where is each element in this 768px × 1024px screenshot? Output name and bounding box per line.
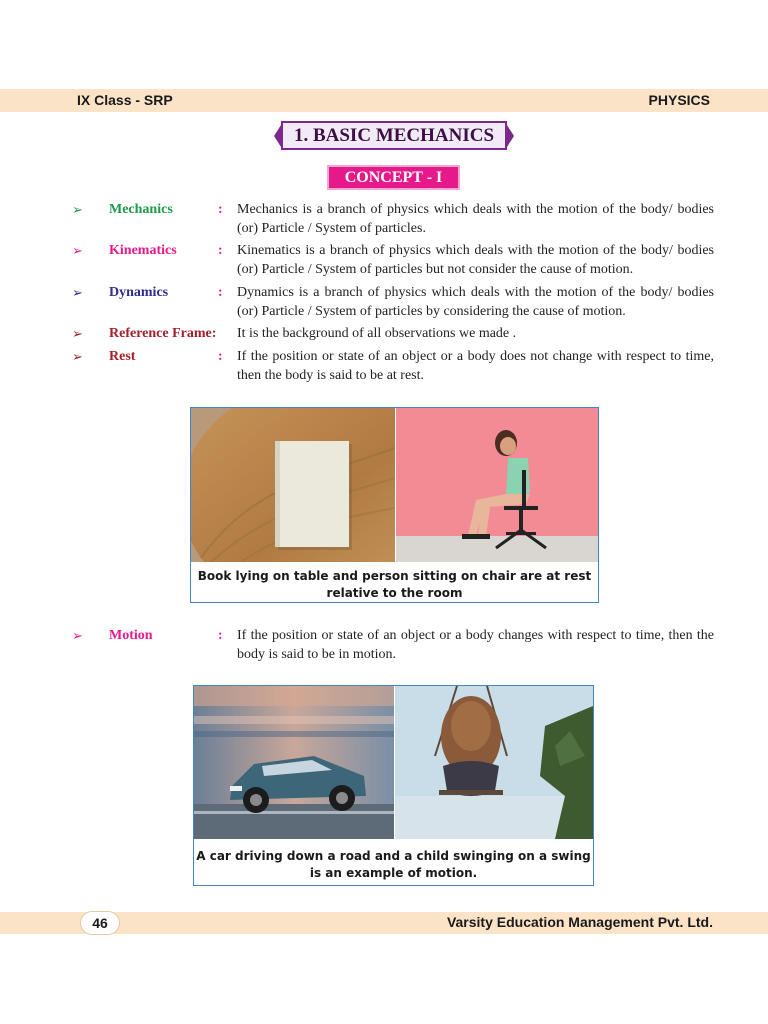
term-label: Reference Frame: — [109, 326, 217, 341]
chapter-title: 1. BASIC MECHANICS — [281, 121, 507, 150]
subject-label: PHYSICS — [648, 92, 710, 108]
caption-line: relative to the room — [326, 586, 463, 600]
person-on-chair-image — [396, 408, 598, 562]
arrow-bullet-icon: ➢ — [72, 202, 83, 217]
figure-motion — [193, 685, 594, 886]
definition-text: If the position or state of an object or a body does not change with respect to time, then the body is said to be at rest. — [237, 349, 714, 383]
footer-band — [0, 912, 768, 934]
caption-line: A car driving down a road and a child swinging on a swing — [196, 849, 591, 863]
definition-text: If the position or state of an object or a body changes with respect to time, then the body is said to be in motion. — [237, 628, 714, 662]
concept-badge: CONCEPT - I — [327, 165, 460, 190]
colon: : — [218, 243, 223, 258]
arrow-bullet-icon: ➢ — [72, 243, 83, 258]
definition-text: Kinematics is a branch of physics which deals with the motion of the body/ bodies (or) Particle / System of particles but not consider the cause of motion. — [237, 243, 714, 277]
definition-text: Mechanics is a branch of physics which deals with the motion of the body/ bodies (or) Particle / System of particles. — [237, 202, 714, 236]
arrow-bullet-icon: ➢ — [72, 285, 83, 300]
arrow-bullet-icon: ➢ — [72, 349, 83, 364]
term-label: Mechanics — [109, 202, 173, 217]
term-label: Rest — [109, 349, 136, 364]
term-label: Dynamics — [109, 285, 169, 300]
colon: : — [218, 202, 223, 217]
figure-caption — [194, 848, 593, 882]
class-label: IX Class - SRP — [77, 92, 173, 108]
caption-line: Book lying on table and person sitting on chair are at rest — [197, 569, 592, 583]
publisher-name: Varsity Education Management Pvt. Ltd. — [446, 914, 713, 930]
caption-line: is an example of motion. — [309, 866, 478, 880]
definition-text: It is the background of all observations we made . — [237, 326, 517, 341]
colon: : — [218, 628, 223, 643]
colon: : — [218, 349, 223, 364]
page-number: 46 — [80, 911, 120, 935]
arrow-bullet-icon: ➢ — [72, 326, 83, 341]
term-label: Motion — [109, 628, 153, 643]
figure-rest — [190, 407, 599, 603]
header-band — [0, 89, 768, 112]
book-on-table-image — [191, 408, 395, 562]
figure-caption — [191, 568, 598, 602]
arrow-bullet-icon: ➢ — [72, 628, 83, 643]
child-on-swing-image — [395, 686, 593, 839]
colon: : — [218, 285, 223, 300]
moving-car-image — [194, 686, 394, 839]
definition-text: Dynamics is a branch of physics which deals with the motion of the body/ bodies (or) Particle / System of particles by considering the cause of motion. — [237, 285, 714, 319]
term-label: Kinematics — [109, 243, 177, 258]
